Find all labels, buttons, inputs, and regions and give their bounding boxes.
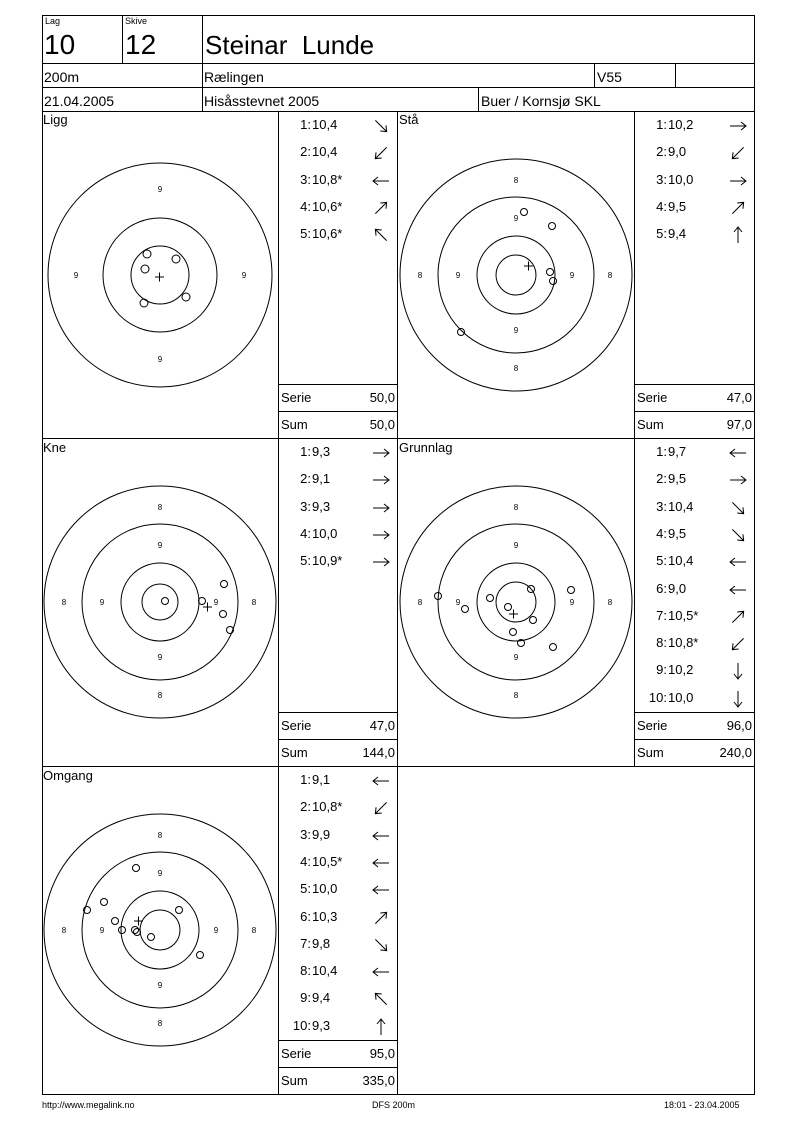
shot-row [289,499,354,515]
sum-value: 335,0 [362,1073,395,1088]
direction-arrow-icon [371,116,391,136]
shot-number: 3: [656,171,667,187]
shot-number: 1: [656,444,667,459]
target-staa [398,160,634,390]
shot-row [289,526,354,542]
shot-hole [199,598,206,605]
direction-arrow-icon [371,908,391,928]
shot-hole [197,952,204,959]
shot-number: 2: [656,144,667,160]
ring-label: 8 [417,271,423,280]
shot-value: 10,6* [312,226,343,242]
class: V55 [597,69,622,85]
direction-arrow-icon [371,798,391,818]
direction-arrow-icon [728,689,748,709]
shot-value: 9,0 [668,580,687,596]
footer-timestamp: 18:01 - 23.04.2005 [664,1100,740,1110]
ring-label: 9 [157,185,163,194]
shot-value: 9,1 [312,772,331,787]
shot-number: 1: [656,117,667,132]
shot-holes [140,250,190,307]
lag-value: 10 [44,29,76,60]
direction-arrow-icon [728,607,748,627]
shot-number: 1: [300,444,311,459]
shot-row [645,608,710,624]
shot-number: 3: [656,498,667,514]
shot-number: 4: [300,198,311,214]
panel-title: Stå [399,112,419,127]
sum-label: Sum [637,417,664,432]
shot-value: 10,4 [312,144,338,160]
direction-arrow-icon [371,443,391,463]
ring-label: 9 [157,355,163,364]
shot-hole [162,598,169,605]
sum-label: Sum [637,745,664,760]
divider [635,739,754,740]
shot-value: 10,5* [668,607,699,623]
divider [279,384,397,385]
shot-number: 5: [656,226,667,242]
shot-value: 10,9* [312,553,343,569]
serie-value: 50,0 [369,390,395,405]
shot-number: 7: [300,935,311,951]
ring-label: 9 [99,926,105,935]
shot-value: 9,5 [668,198,687,214]
distance: 200m [44,69,80,85]
shot-hole [568,587,575,594]
shot-value: 9,5 [668,471,687,487]
shot-value: 10,0 [668,171,694,187]
shot-number: 3: [300,498,311,514]
panel-title: Omgang [43,768,93,783]
direction-arrow-icon [728,661,748,681]
ring-label: 8 [251,598,257,607]
ring-label: 9 [513,326,519,335]
shot-value: 9,8 [312,935,331,951]
direction-arrow-icon [371,935,391,955]
direction-arrow-icon [371,470,391,490]
shot-row [645,444,710,460]
direction-arrow-icon [371,171,391,191]
ring-label: 9 [157,653,163,662]
shot-number: 5: [300,553,311,569]
shot-hole [172,255,180,263]
shot-value: 9,3 [312,444,331,459]
shot-hole [221,581,228,588]
ring-label: 9 [213,926,219,935]
divider [279,1067,397,1068]
shot-row [289,444,354,460]
divider [279,739,397,740]
shot-value: 10,0 [312,525,338,541]
shot-row [645,662,710,678]
direction-arrow-icon [371,880,391,900]
ring-label: 9 [213,598,219,607]
serie-label: Serie [281,1046,312,1061]
target-kne [42,487,278,717]
shot-row [645,635,710,651]
shot-number: 7: [656,607,667,623]
ring-label: 8 [607,271,613,280]
skive-value: 12 [125,29,157,60]
shot-number: 2: [300,799,311,815]
shot-hole [547,269,554,276]
shot-number: 4: [300,525,311,541]
lag-label: Lag [45,16,61,26]
skive-label: Skive [125,16,148,26]
shot-hole [462,606,469,613]
shot-row [289,854,354,870]
direction-arrow-icon [371,225,391,245]
shot-number: 5: [300,881,311,897]
shot-row [645,499,710,515]
sum-label: Sum [281,1073,308,1088]
shot-value: 10,2 [668,117,694,132]
shot-hole [505,604,512,611]
date: 21.04.2005 [44,93,115,109]
shot-value: 10,6* [312,198,343,214]
shot-row [645,172,710,188]
shot-row [289,553,354,569]
sum-value: 50,0 [369,417,395,432]
shot-hole [101,899,108,906]
ring-label: 9 [241,271,247,280]
shot-value: 9,0 [668,144,687,160]
direction-arrow-icon [371,771,391,791]
ring-label: 8 [607,598,613,607]
divider [635,411,754,412]
serie-label: Serie [281,390,312,405]
shot-number: 5: [656,553,667,569]
shot-value: 9,7 [668,444,687,459]
shot-value: 10,2 [668,662,694,678]
shot-row [289,799,354,815]
footer-center: DFS 200m [372,1100,416,1110]
shot-hole [510,629,517,636]
ring-label: 9 [157,541,163,550]
ring-label: 8 [513,503,519,512]
shot-number: 10: [648,689,667,705]
shot-number: 4: [656,198,667,214]
event-name: Hisåsstevnet 2005 [204,93,320,109]
shooter-name: Steinar Lunde [205,30,375,60]
shot-number: 3: [300,826,311,842]
ring-label: 8 [513,364,519,373]
shot-hole [220,611,227,618]
center-mark [134,917,143,926]
shot-number: 2: [656,471,667,487]
shot-hole [182,293,190,301]
shot-row [289,936,354,952]
shot-holes [455,209,557,336]
direction-arrow-icon [371,143,391,163]
ring-label: 9 [157,869,163,878]
divider [279,411,397,412]
panel-title: Ligg [43,112,68,127]
shot-row [645,471,710,487]
ring-label: 8 [157,503,163,512]
shot-value: 10,8* [668,635,699,651]
direction-arrow-icon [371,853,391,873]
serie-label: Serie [637,718,668,733]
shot-value: 9,3 [312,1017,331,1033]
shot-number: 1: [300,117,311,132]
shot-row [645,144,710,160]
shot-value: 10,8* [312,171,343,187]
shot-hole [140,299,148,307]
shot-number: 6: [300,908,311,924]
direction-arrow-icon [728,143,748,163]
serie-value: 96,0 [726,718,752,733]
shot-value: 10,8* [312,799,343,815]
shot-hole [133,865,140,872]
ring-label: 9 [569,271,575,280]
shot-number: 6: [656,580,667,596]
direction-arrow-icon [371,552,391,572]
shot-row [289,881,354,897]
center-mark [155,273,164,282]
shot-value: 9,9 [312,826,331,842]
shot-hole [143,250,151,258]
divider [279,1040,397,1041]
divider [635,712,754,713]
shot-hole [521,209,528,216]
shot-hole [132,927,139,934]
shot-number: 2: [300,144,311,160]
target-grunnlag [398,487,634,717]
serie-label: Serie [637,390,668,405]
direction-arrow-icon [371,1017,391,1037]
ring-label: 9 [569,598,575,607]
direction-arrow-icon [371,525,391,545]
organizer: Buer / Kornsjø SKL [481,93,601,109]
direction-arrow-icon [728,225,748,245]
shot-hole [487,595,494,602]
shot-value: 10,5* [312,853,343,869]
shot-row [289,772,354,788]
shot-value: 10,4 [668,498,694,514]
ring-label: 9 [513,541,519,550]
shot-number: 2: [300,471,311,487]
ring-label: 8 [61,598,67,607]
serie-value: 95,0 [369,1046,395,1061]
panel-title: Kne [43,440,67,455]
ring-label: 8 [417,598,423,607]
shot-hole [148,934,155,941]
direction-arrow-icon [371,989,391,1009]
shot-row [289,827,354,843]
shot-row [645,526,710,542]
center-mark [509,610,518,619]
target-omgang [42,815,278,1045]
sum-label: Sum [281,417,308,432]
shot-number: 10: [292,1017,311,1033]
ring-label: 8 [157,691,163,700]
direction-arrow-icon [728,525,748,545]
shot-hole [134,929,141,936]
direction-arrow-icon [728,552,748,572]
shot-number: 1: [300,772,311,787]
shot-row [289,117,354,133]
ring-label: 9 [513,653,519,662]
ring-label: 8 [61,926,67,935]
shot-hole [549,223,556,230]
panel-title: Grunnlag [399,440,453,455]
ring-label: 9 [455,271,461,280]
shot-row [289,1018,354,1034]
direction-arrow-icon [371,198,391,218]
shot-row [645,199,710,215]
shot-row [645,690,710,706]
direction-arrow-icon [371,962,391,982]
shot-row [645,117,710,133]
direction-arrow-icon [728,470,748,490]
shot-row [289,471,354,487]
shot-hole [119,927,126,934]
shot-row [289,172,354,188]
direction-arrow-icon [728,171,748,191]
ring-label: 9 [99,598,105,607]
shot-value: 9,1 [312,471,331,487]
ring-label: 8 [157,1019,163,1028]
shot-number: 9: [300,990,311,1006]
shot-row [289,144,354,160]
footer-url: http://www.megalink.no [42,1100,135,1110]
direction-arrow-icon [371,826,391,846]
shot-value: 10,4 [312,117,338,132]
shot-value: 10,0 [668,689,694,705]
shot-number: 4: [656,525,667,541]
direction-arrow-icon [728,580,748,600]
shot-value: 9,4 [668,226,687,242]
shot-value: 9,3 [312,498,331,514]
shot-value: 10,3 [312,908,338,924]
shot-value: 10,0 [312,881,338,897]
shot-number: 5: [300,226,311,242]
serie-label: Serie [281,718,312,733]
shot-row [289,963,354,979]
ring-label: 9 [455,598,461,607]
shot-number: 4: [300,853,311,869]
ring-label: 9 [157,981,163,990]
sum-value: 240,0 [719,745,752,760]
shot-number: 9: [656,662,667,678]
direction-arrow-icon [728,116,748,136]
ring-label: 8 [157,831,163,840]
shot-row [289,990,354,1006]
club: Rælingen [204,69,264,85]
shot-hole [176,907,183,914]
direction-arrow-icon [728,634,748,654]
serie-value: 47,0 [369,718,395,733]
sum-label: Sum [281,745,308,760]
direction-arrow-icon [728,198,748,218]
sum-value: 97,0 [726,417,752,432]
shot-row [645,226,710,242]
ring-label: 9 [513,214,519,223]
shot-number: 8: [656,635,667,651]
direction-arrow-icon [728,498,748,518]
shot-hole [112,918,119,925]
target-ligg [42,160,278,390]
ring-label: 9 [73,271,79,280]
ring-label: 8 [251,926,257,935]
shot-hole [141,265,149,273]
shot-row [645,553,710,569]
shot-value: 9,4 [312,990,331,1006]
shot-hole [550,278,557,285]
ring-label: 8 [513,691,519,700]
divider [279,712,397,713]
shot-value: 10,4 [668,553,694,569]
direction-arrow-icon [371,498,391,518]
divider [635,384,754,385]
shot-number: 3: [300,171,311,187]
shot-row [645,581,710,597]
direction-arrow-icon [728,443,748,463]
shot-hole [550,644,557,651]
shot-hole [530,617,537,624]
shot-number: 8: [300,963,311,979]
shot-value: 10,4 [312,963,338,979]
serie-value: 47,0 [726,390,752,405]
ring-label: 8 [513,176,519,185]
shot-row [289,909,354,925]
shot-row [289,226,354,242]
shot-row [289,199,354,215]
shot-value: 9,5 [668,525,687,541]
sum-value: 144,0 [362,745,395,760]
